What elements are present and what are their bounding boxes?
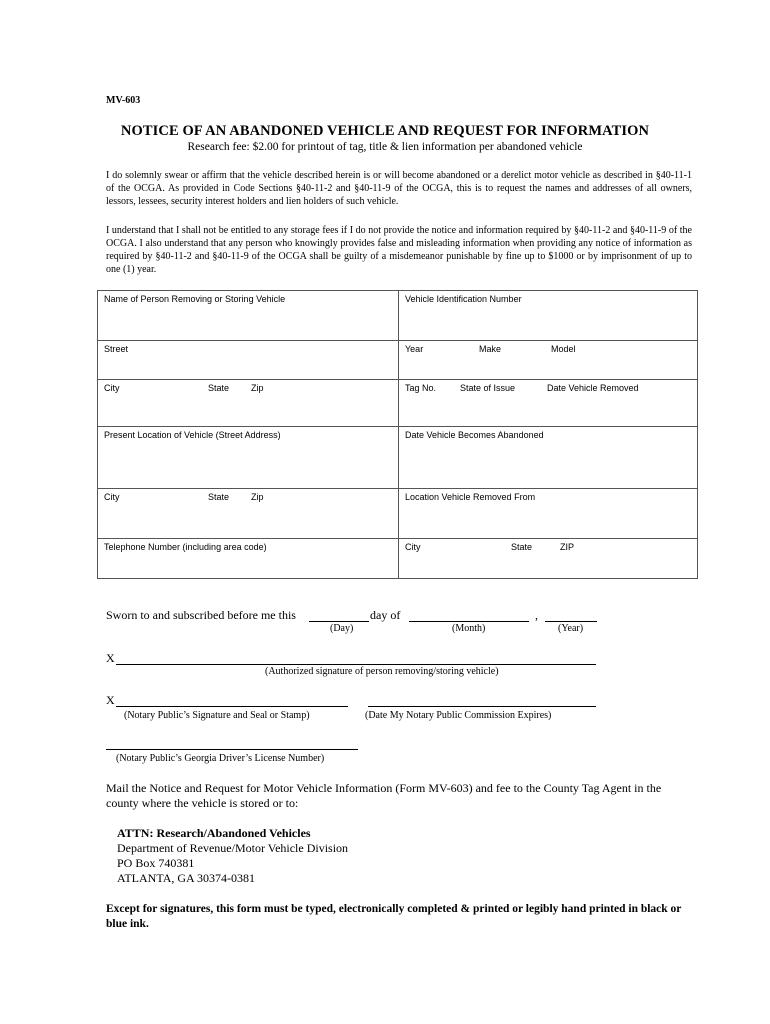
address-department: Department of Revenue/Motor Vehicle Division (117, 841, 349, 855)
field-label: City (104, 383, 120, 393)
form-subtitle: Research fee: $2.00 for printout of tag, title & lien information per abandoned vehicle (187, 141, 583, 153)
field-label: State (208, 383, 230, 393)
ink-instructions: Except for signatures, this form must be typed, electronically completed & printed or legibly hand printed in black or blue ink. (106, 903, 682, 930)
authorized-signature-line[interactable] (116, 664, 596, 665)
license-line[interactable] (106, 749, 358, 750)
date-abandoned-field[interactable] (399, 427, 698, 489)
day-of-text: day of (370, 608, 401, 622)
field-label: ZIP (560, 542, 575, 552)
field-label: City (104, 492, 120, 502)
present-location-field[interactable] (98, 427, 399, 489)
field-label: Model (551, 344, 576, 354)
comma-text: , (535, 608, 538, 622)
vehicle-info-table (97, 290, 698, 579)
authorized-caption: (Authorized signature of person removing/storing vehicle) (265, 666, 499, 677)
street-field[interactable] (98, 341, 399, 380)
notary-signature-caption: (Notary Public’s Signature and Seal or Stamp) (124, 710, 310, 721)
city-state-zip-field[interactable] (98, 380, 399, 427)
form-title: NOTICE OF AN ABANDONED VEHICLE AND REQUEST FOR INFORMATION (120, 123, 650, 139)
field-label: Year (405, 344, 424, 354)
field-label: Zip (251, 383, 264, 393)
license-caption: (Notary Public’s Georgia Driver’s License Number) (116, 753, 325, 764)
city-state-zip-field-3[interactable] (399, 539, 698, 579)
field-label: Make (479, 344, 502, 354)
vin-field[interactable] (399, 291, 698, 341)
field-label: Vehicle Identification Number (405, 294, 522, 304)
notary-signature-line[interactable] (116, 706, 348, 707)
field-label: City (405, 542, 421, 552)
mail-instructions: Mail the Notice and Request for Motor Vehicle Information (Form MV-603) and fee to the County Tag Agent in the county where the vehicle is stored or to: (106, 781, 662, 810)
x-mark: X (106, 651, 115, 665)
form-number: MV-603 (106, 95, 141, 106)
field-label: Tag No. (405, 383, 437, 393)
field-label: Present Location of Vehicle (Street Address) (104, 430, 281, 440)
name-removing-field[interactable] (98, 291, 399, 341)
field-label: Date Vehicle Becomes Abandoned (405, 430, 544, 440)
address-attn: ATTN: Research/Abandoned Vehicles (117, 826, 311, 840)
sworn-text: Sworn to and subscribed before me this (106, 608, 296, 622)
field-label: Name of Person Removing or Storing Vehicle (104, 294, 286, 304)
field-label: Street (104, 344, 129, 354)
field-label: State (208, 492, 230, 502)
day-caption: (Day) (330, 623, 354, 634)
year-caption: (Year) (558, 623, 584, 634)
commission-caption: (Date My Notary Public Commission Expires) (365, 710, 552, 721)
commission-date-line[interactable] (368, 706, 596, 707)
year-blank[interactable] (545, 621, 597, 622)
understanding-paragraph: I understand that I shall not be entitled to any storage fees if I do not provide the notice and information required by §40-11-2 and §40-11-9 of the OCGA. I also understand that any person who knowingly provides false and misleading information when providing any notice of information as required by §40-11-2 and §40-11-9 of the OCGA shall be guilty of a misdemeanor punishable by fine up to $1000 or by imprisonment of up to one (1) year. (106, 225, 692, 275)
x-mark-2: X (106, 693, 115, 707)
city-state-zip-field-2[interactable] (98, 489, 399, 539)
address-city: ATLANTA, GA 30374-0381 (117, 871, 256, 885)
tag-issue-removed-field[interactable] (399, 380, 698, 427)
field-label: Telephone Number (including area code) (104, 542, 267, 552)
field-label: State (511, 542, 533, 552)
field-label: Location Vehicle Removed From (405, 492, 536, 502)
telephone-field[interactable] (98, 539, 399, 579)
mailing-address (117, 826, 348, 886)
year-make-model-field[interactable] (399, 341, 698, 380)
address-pobox: PO Box 740381 (117, 856, 195, 870)
month-blank[interactable] (409, 621, 529, 622)
month-caption: (Month) (452, 623, 486, 634)
field-label: State of Issue (460, 383, 516, 393)
location-removed-from-field[interactable] (399, 489, 698, 539)
field-label: Zip (251, 492, 264, 502)
field-label: Date Vehicle Removed (547, 383, 639, 393)
day-blank[interactable] (309, 621, 369, 622)
oath-paragraph: I do solemnly swear or affirm that the vehicle described herein is or will become abandoned or a derelict motor vehicle as described in §40-11-1 of the OCGA. As provided in Code Sections §40-11-2 and §40-11-9 of the OCGA, this is to request the names and addresses of all owners, lessors, lessees, security interest holders and lien holders of such vehicle. (106, 170, 692, 207)
